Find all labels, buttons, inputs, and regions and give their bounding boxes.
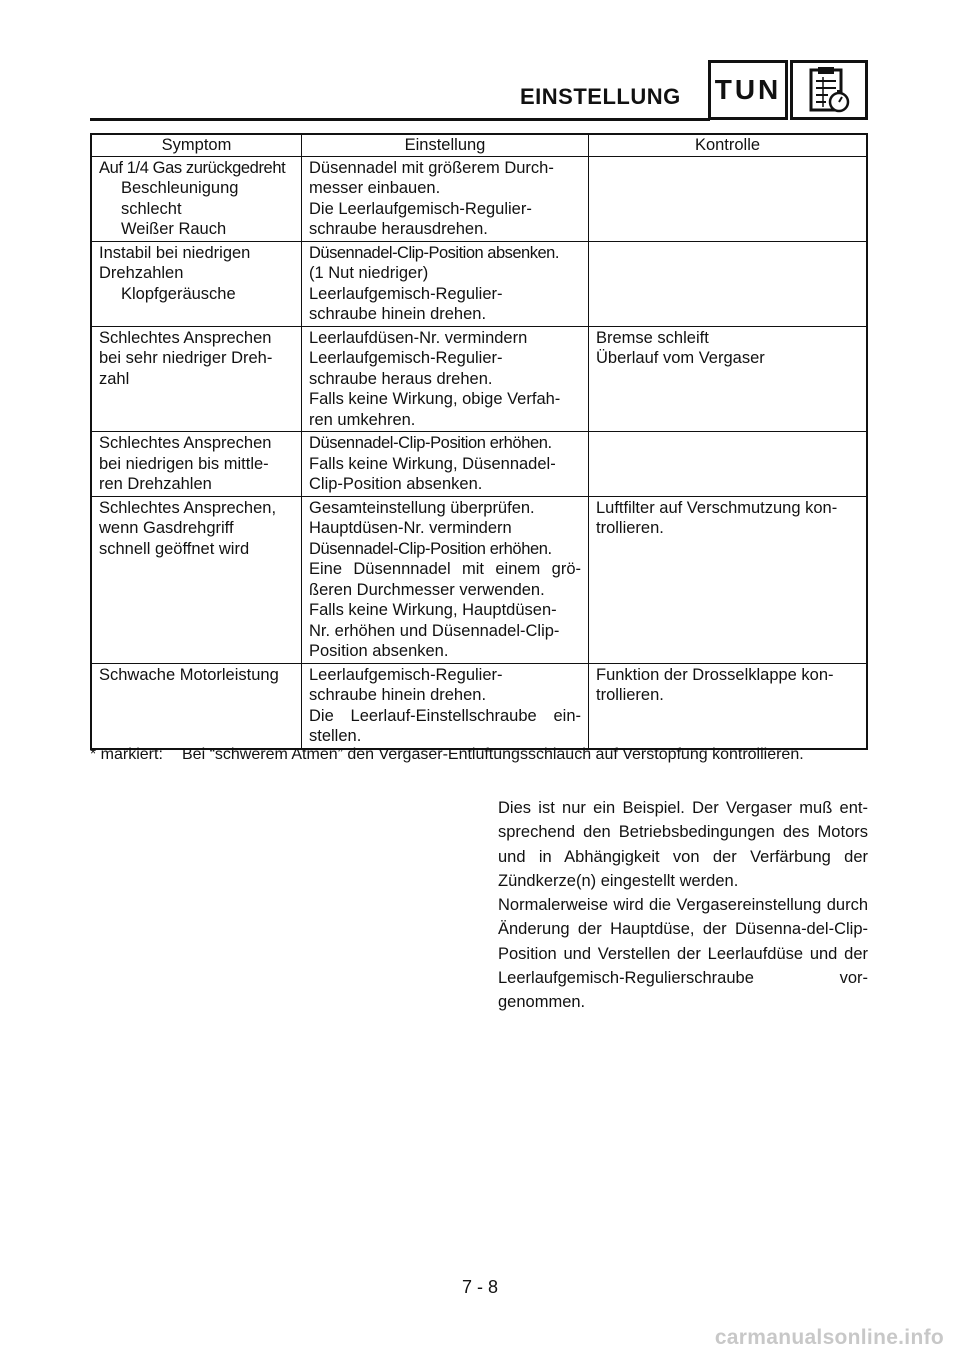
cell-line: messer einbauen. <box>309 179 441 197</box>
cell-line: Falls keine Wirkung, Düsennadel- <box>309 454 556 473</box>
tuning-table <box>90 133 868 750</box>
cell-line: Schlechtes Ansprechen <box>99 434 272 452</box>
cell-line: Auf 1/4 Gas zurückgedreht <box>99 158 286 177</box>
einstellung-cell <box>302 326 589 432</box>
cell-line: Leerlaufgemisch-Regulier- <box>309 349 503 367</box>
table-row <box>91 241 867 326</box>
cell-line: ßeren Durchmesser verwenden. <box>309 580 545 599</box>
symptom-cell <box>91 156 302 241</box>
cell-line: Die Leerlaufgemisch-Regulier- <box>309 199 532 218</box>
table-row <box>91 156 867 241</box>
cell-line: Luftfilter auf Verschmutzung kon- <box>596 498 838 517</box>
cell-line: Drehzahlen <box>99 264 184 282</box>
cell-line: Funktion der Drosselklappe kon- <box>596 665 834 684</box>
watermark: carmanualsonline.info <box>714 1326 944 1349</box>
cell-line: ren umkehren. <box>309 410 416 429</box>
section-title: EINSTELLUNG <box>520 84 681 109</box>
cell-line: Leerlaufgemisch-Regulier- <box>309 665 503 684</box>
cell-line: Die Leerlauf-Einstellschraube ein- <box>309 706 581 725</box>
symptom-cell <box>91 432 302 497</box>
cell-line: Schlechtes Ansprechen, <box>99 498 277 517</box>
table-row <box>91 432 867 497</box>
table-row <box>91 326 867 432</box>
cell-line: schnell geöffnet wird <box>99 539 250 558</box>
kontrolle-cell <box>589 432 868 497</box>
column-header-symptom: Symptom <box>91 134 302 156</box>
cell-line: schraube herausdrehen. <box>309 220 488 238</box>
paragraph: Dies ist nur ein Beispiel. Der Vergaser muß ent-sprechend den Betriebsbedingungen des Motors und in Abhängigkeit von der Verfärbung der Zündkerze(n) eingestellt werden. <box>498 799 868 890</box>
table-footnote <box>90 746 880 764</box>
einstellung-cell <box>302 156 589 241</box>
cell-line: Beschleunigung <box>121 179 239 197</box>
cell-line: schraube heraus drehen. <box>309 369 493 388</box>
cell-line: Düsennadel-Clip-Position erhöhen. <box>309 539 552 558</box>
cell-line: Düsennadel-Clip-Position absenken. <box>309 243 559 262</box>
symptom-cell <box>91 496 302 663</box>
kontrolle-cell <box>589 156 868 241</box>
cell-line: Hauptdüsen-Nr. vermindern <box>309 519 512 537</box>
einstellung-cell <box>302 241 589 326</box>
page-number: 7 - 8 <box>461 1277 499 1297</box>
cell-line: zahl <box>99 369 130 388</box>
cell-line: schraube hinein drehen. <box>309 686 487 704</box>
cell-line: Falls keine Wirkung, Hauptdüsen- <box>309 601 557 619</box>
footnote-label: * markiert: <box>90 746 163 763</box>
kontrolle-cell <box>589 241 868 326</box>
cell-line: Leerlaufdüsen-Nr. vermindern <box>309 328 528 347</box>
cell-line: Weißer Rauch <box>121 220 227 238</box>
kontrolle-cell <box>589 663 868 749</box>
footnote-text: Bei “schwerem Atmen” den Vergaser-Entlüftungsschlauch auf Verstopfung kontrollieren. <box>182 746 804 763</box>
column-header-kontrolle: Kontrolle <box>589 134 868 156</box>
kontrolle-cell <box>589 326 868 432</box>
cell-line: Bremse schleift <box>596 328 709 347</box>
cell-line: Schlechtes Ansprechen <box>99 328 272 347</box>
paragraph: Normalerweise wird die Vergasereinstellung durch Änderung der Hauptdüse, der Düsenna-del-Clip-Position und Verstellen der Leerlaufdüse und der Leerlaufgemisch-Regulierschraube vor-genommen. <box>498 896 868 1012</box>
cell-line: trollieren. <box>596 686 664 704</box>
cell-line: Überlauf vom Vergaser <box>596 349 765 367</box>
cell-line: Düsennadel-Clip-Position erhöhen. <box>309 434 552 452</box>
symptom-cell <box>91 241 302 326</box>
cell-line: Instabil bei niedrigen <box>99 243 251 262</box>
cell-line: schlecht <box>121 199 182 218</box>
table-row <box>91 496 867 663</box>
cell-line: Leerlaufgemisch-Regulier- <box>309 284 503 303</box>
einstellung-cell <box>302 663 589 749</box>
symptom-cell <box>91 326 302 432</box>
cell-line: Gesamteinstellung überprüfen. <box>309 498 535 517</box>
cell-line: Falls keine Wirkung, obige Verfah- <box>309 390 561 408</box>
cell-line: Nr. erhöhen und Düsennadel-Clip- <box>309 621 560 640</box>
clipboard-stopwatch-icon <box>806 65 852 115</box>
table-row <box>91 663 867 749</box>
einstellung-cell <box>302 496 589 663</box>
cell-line: bei sehr niedriger Dreh- <box>99 349 273 367</box>
cell-line: stellen. <box>309 727 362 745</box>
explanation-text <box>498 796 868 1015</box>
table-header-row <box>91 134 867 156</box>
header-rule <box>90 118 710 121</box>
cell-line: (1 Nut niedriger) <box>309 264 429 282</box>
cell-line: Eine Düsennnadel mit einem grö- <box>309 560 581 578</box>
section-icon-box <box>790 60 868 120</box>
cell-line: Position absenken. <box>309 642 449 660</box>
cell-line: wenn Gasdrehgriff <box>99 519 234 537</box>
cell-line: bei niedrigen bis mittle- <box>99 454 269 473</box>
cell-line: schraube hinein drehen. <box>309 305 487 323</box>
section-code-badge: TUN <box>708 60 788 120</box>
einstellung-cell <box>302 432 589 497</box>
cell-line: Clip-Position absenken. <box>309 475 483 493</box>
cell-line: ren Drehzahlen <box>99 475 212 493</box>
column-header-einstellung: Einstellung <box>302 134 589 156</box>
symptom-cell <box>91 663 302 749</box>
cell-line: Klopfgeräusche <box>121 284 236 303</box>
kontrolle-cell <box>589 496 868 663</box>
cell-line: Düsennadel mit größerem Durch- <box>309 158 554 177</box>
cell-line: trollieren. <box>596 519 664 537</box>
cell-line: Schwache Motorleistung <box>99 665 279 684</box>
